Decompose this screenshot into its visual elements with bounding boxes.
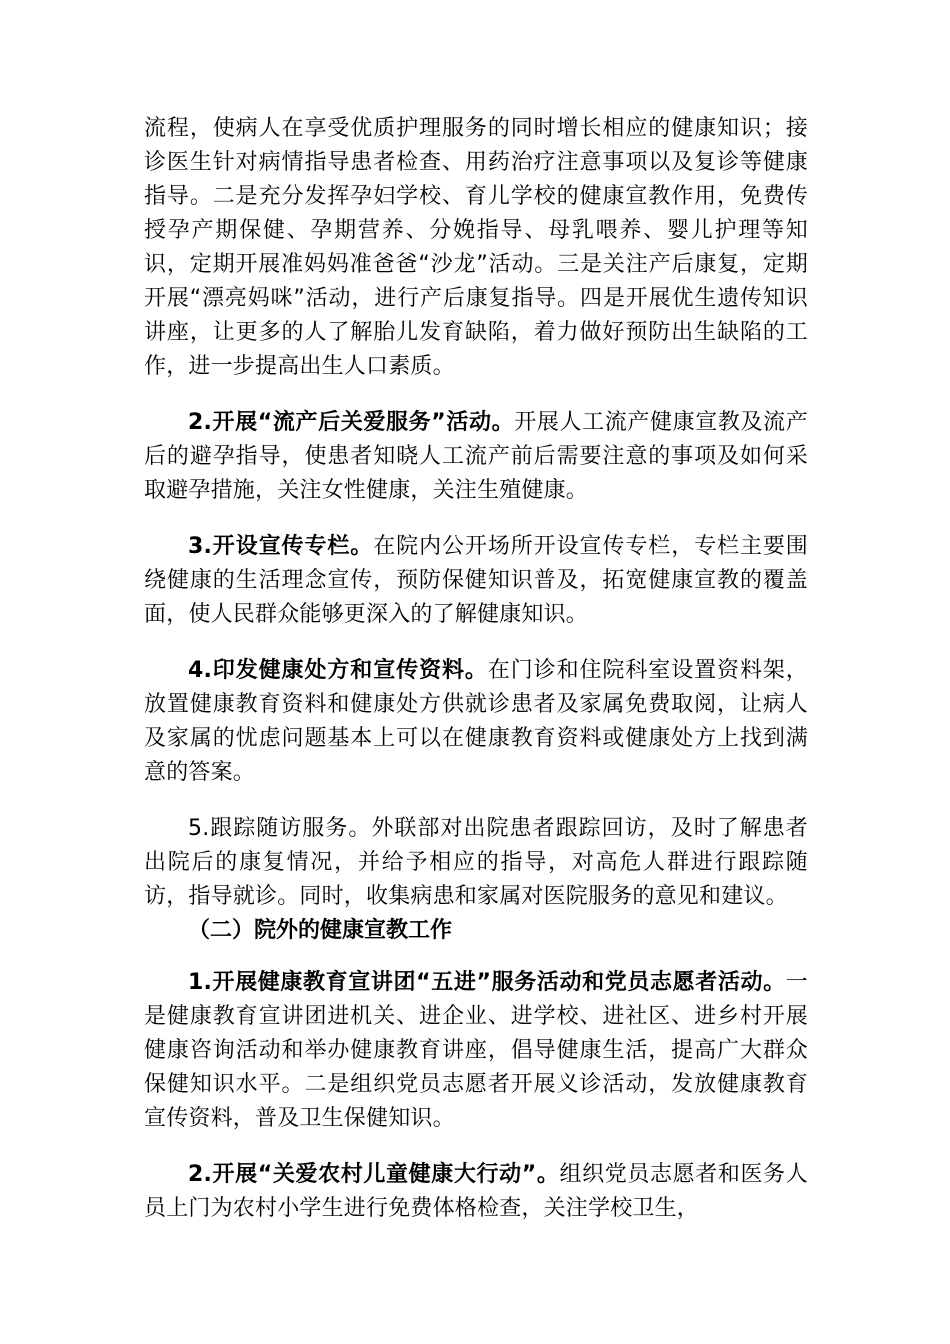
paragraph-post-abortion-care <box>144 406 808 508</box>
paragraph-title: 2.开展“流产后关爱服务”活动。 <box>188 410 515 435</box>
paragraph-title: 4.印发健康处方和宣传资料。 <box>188 658 488 683</box>
section-heading-outpatient: （二）院外的健康宣教工作 <box>188 918 453 943</box>
paragraph-body: 一是健康教育宣讲团进机关、进企业、进学校、进社区、进乡村开展健康咨询活动和举办健康教育讲座，倡导健康生活，提高广大群众保健知识水平。二是组织党员志愿者开展义诊活动，发放健康教育宣传资料，普及卫生保健知识。 <box>144 970 808 1131</box>
paragraph-body: 开展人工流产健康宣教及流产后的避孕指导，使患者知晓人工流产前后需要注意的事项及如何采取避孕措施，关注女性健康，关注生殖健康。 <box>144 410 808 503</box>
paragraph-five-entries <box>144 966 808 1136</box>
paragraph-body: 组织党员志愿者和医务人员上门为农村小学生进行免费体格检查，关注学校卫生， <box>144 1162 809 1221</box>
paragraph-rural-children <box>144 1158 808 1226</box>
paragraph-health-prescriptions <box>144 654 808 790</box>
paragraph-publicity-column <box>144 530 808 632</box>
paragraph-body: 在门诊和住院科室设置资料架，放置健康教育资料和健康处方供就诊患者及家属免费取阅，让病人及家属的忧虑问题基本上可以在健康教育资料或健康处方上找到满意的答案。 <box>144 658 808 785</box>
paragraph-prenatal-education: 流程，使病人在享受优质护理服务的同时增长相应的健康知识；接诊医生针对病情指导患者检查、用药治疗注意事项以及复诊等健康指导。二是充分发挥孕妇学校、育儿学校的健康宣教作用，免费传授孕产期保健、孕期营养、分娩指导、母乳喂养、婴儿护理等知识，定期开展准妈妈准爸爸“沙龙”活动。三是关注产后康复，定期开展“漂亮妈咪”活动，进行产后康复指导。四是开展优生遗传知识讲座，让更多的人了解胎儿发育缺陷，着力做好预防出生缺陷的工作，进一步提高出生人口素质。 <box>144 116 808 379</box>
paragraph-follow-up-service: 5.跟踪随访服务。外联部对出院患者跟踪回访，及时了解患者出院后的康复情况，并给予相应的指导，对高危人群进行跟踪随访，指导就诊。同时，收集病患和家属对医院服务的意见和建议。 <box>144 816 808 909</box>
paragraph-title: 1.开展健康教育宣讲团“五进”服务活动和党员志愿者活动。 <box>188 970 786 995</box>
paragraph-title: 2.开展“关爱农村儿童健康大行动”。 <box>188 1162 560 1187</box>
document-page <box>144 112 808 1226</box>
paragraph-title: 3.开设宣传专栏。 <box>188 534 374 559</box>
paragraph-body: 在院内公开场所开设宣传专栏，专栏主要围绕健康的生活理念宣传，预防保健知识普及，拓宽健康宣教的覆盖面，使人民群众能够更深入的了解健康知识。 <box>144 534 808 627</box>
